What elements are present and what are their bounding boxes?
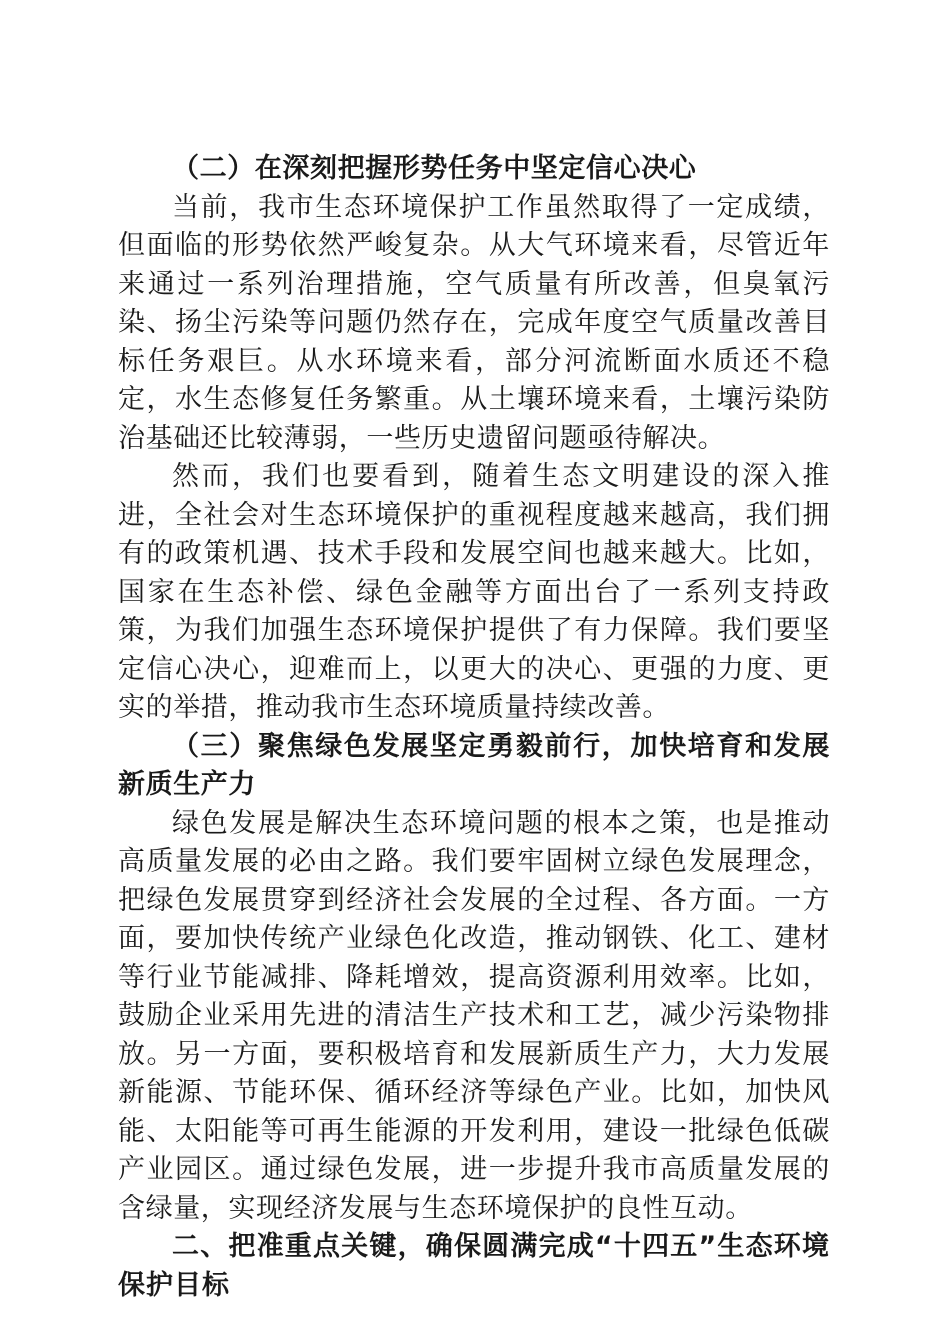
section-heading-2: 二、把准重点关键，确保圆满完成“十四五”生态环境保护目标 <box>118 1231 830 1301</box>
body-paragraph: 绿色发展是解决生态环境问题的根本之策，也是推动高质量发展的必由之路。我们要牢固树立绿色发展理念，把绿色发展贯穿到经济社会发展的全过程、各方面。一方面，要加快传统产业绿色化改造，推动钢铁、化工、建材等行业节能减排、降耗增效，提高资源利用效率。比如，鼓励企业采用先进的清洁生产技术和工艺，减少污染物排放。另一方面，要积极培育和发展新质生产力，大力发展新能源、节能环保、循环经济等绿色产业。比如，加快风能、太阳能等可再生能源的开发利用，建设一批绿色低碳产业园区。通过绿色发展，进一步提升我市高质量发展的含绿量，实现经济发展与生态环境保护的良性互动。 <box>118 807 830 1224</box>
document-body <box>118 150 830 1305</box>
section-subheading-2: （二）在深刻把握形势任务中坚定信心决心 <box>172 153 697 184</box>
section-subheading-3: （三）聚焦绿色发展坚定勇毅前行，加快培育和发展新质生产力 <box>118 730 830 800</box>
body-paragraph: 然而，我们也要看到，随着生态文明建设的深入推进，全社会对生态环境保护的重视程度越来越高，我们拥有的政策机遇、技术手段和发展空间也越来越大。比如，国家在生态补偿、绿色金融等方面出台了一系列支持政策，为我们加强生态环境保护提供了有力保障。我们要坚定信心决心，迎难而上，以更大的决心、更强的力度、更实的举措，推动我市生态环境质量持续改善。 <box>118 461 830 723</box>
body-paragraph: 当前，我市生态环境保护工作虽然取得了一定成绩，但面临的形势依然严峻复杂。从大气环境来看，尽管近年来通过一系列治理措施，空气质量有所改善，但臭氧污染、扬尘污染等问题仍然存在，完成年度空气质量改善目标任务艰巨。从水环境来看，部分河流断面水质还不稳定，水生态修复任务繁重。从土壤环境来看，土壤污染防治基础还比较薄弱，一些历史遗留问题亟待解决。 <box>118 191 830 454</box>
